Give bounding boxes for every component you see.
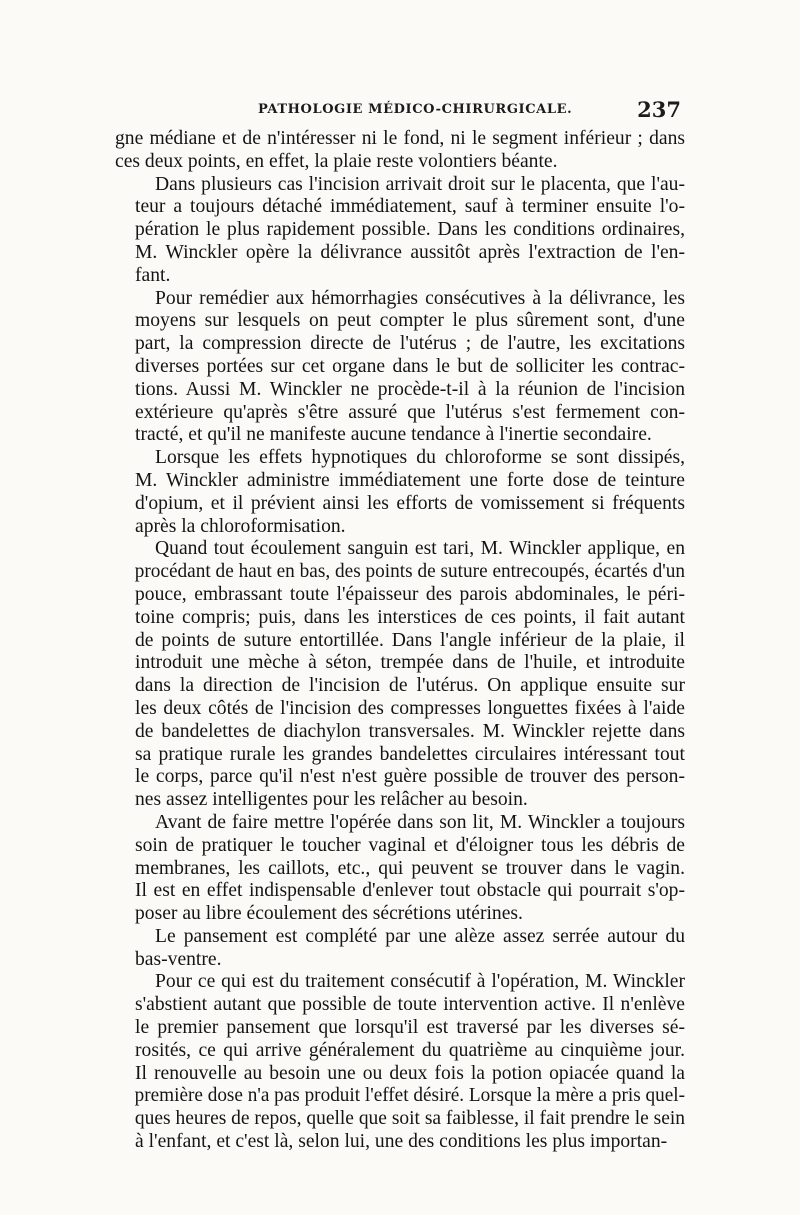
text-line: les deux côtés de l'incision des compresses longuettes fixées à l'aide — [135, 697, 685, 719]
text-line: tions. Aussi M. Winckler ne procède-t-il à la réunion de l'incision — [135, 378, 685, 400]
text-line: procédant de haut en bas, des points de suture entrecoupés, écartés d'un — [134, 561, 686, 583]
text-line: pouce, embrassant toute l'épaisseur des parois abdominales, le péri- — [135, 583, 685, 605]
text-line: fant. — [135, 264, 171, 286]
paragraph — [115, 812, 685, 926]
text-line: ces deux points, en effet, la plaie reste volontiers béante. — [115, 150, 558, 172]
paragraph — [115, 538, 685, 812]
text-line: poser au libre écoulement des sécrétions utérines. — [135, 903, 523, 925]
text-line: M. Winckler administre immédiatement une forte dose de teinture — [135, 469, 685, 491]
text-line: extérieure qu'après s'être assuré que l'utérus s'est fermement con- — [135, 401, 685, 423]
text-line: introduit une mèche à séton, trempée dans de l'huile, et introduite — [135, 652, 685, 674]
text-line: le corps, parce qu'il n'est n'est guère possible de trouver des person- — [135, 766, 685, 788]
text-line: de points de suture entortillée. Dans l'angle inférieur de la plaie, il — [135, 629, 685, 651]
text-line: de bandelettes de diachylon transversales. M. Winckler rejette dans — [135, 720, 685, 742]
text-line: Pour ce qui est du traitement consécutif à l'opération, M. Winckler — [155, 971, 685, 993]
text-line: tracté, et qu'il ne manifeste aucune tendance à l'inertie secondaire. — [135, 424, 652, 446]
page-number: 237 — [637, 97, 681, 122]
text-line: moyens sur lesquels on peut compter le plus sûrement sont, d'une — [135, 310, 685, 332]
text-line: d'opium, et il prévient ainsi les efforts de vomissement si fréquents — [135, 492, 685, 514]
text-line: première dose n'a pas produit l'effet désiré. Lorsque la mère a pris quel- — [134, 1085, 685, 1107]
text-line: Quand tout écoulement sanguin est tari, M. Winckler applique, en — [155, 538, 685, 560]
text-line: Lorsque les effets hypnotiques du chloroforme se sont dissipés, — [155, 447, 685, 469]
paragraph — [115, 447, 685, 538]
text-line: sa pratique rurale les grandes bandelettes circulaires intéressant tout — [135, 743, 685, 765]
text-line: ques heures de repos, quelle que soit sa faiblesse, il fait prendre le sein — [134, 1108, 685, 1130]
text-line: part, la compression directe de l'utérus ; de l'autre, les excitations — [135, 333, 685, 355]
text-line: nes assez intelligentes pour les relâcher au besoin. — [135, 789, 528, 811]
text-line: Pour remédier aux hémorrhagies consécutives à la délivrance, les — [155, 287, 685, 309]
paragraph — [115, 174, 685, 288]
text-line: gne médiane et de n'intéresser ni le fond, ni le segment inférieur ; dans — [115, 128, 685, 149]
paragraph — [115, 128, 685, 174]
page-header — [115, 98, 683, 124]
text-line: Le pansement est complété par une alèze assez serrée autour du — [155, 925, 685, 947]
text-line: membranes, les caillots, etc., qui peuvent se trouver dans le vagin. — [135, 857, 685, 879]
text-line: Il est en effet indispensable d'enlever tout obstacle qui pourrait s'op- — [135, 880, 685, 902]
body-text — [115, 128, 685, 1154]
text-line: Dans plusieurs cas l'incision arrivait droit sur le placenta, que l'au- — [155, 173, 685, 195]
text-line: dans la direction de l'incision de l'utérus. On applique ensuite sur — [135, 675, 685, 697]
text-line: pération le plus rapidement possible. Dans les conditions ordinaires, — [135, 219, 685, 241]
text-line: Avant de faire mettre l'opérée dans son lit, M. Winckler a toujours — [155, 811, 685, 833]
text-line: Il renouvelle au besoin une ou deux fois la potion opiacée quand la — [135, 1062, 685, 1084]
paragraph — [115, 971, 685, 1153]
text-line: teur a toujours détaché immédiatement, sauf à terminer ensuite l'o- — [135, 196, 685, 218]
text-line: diverses portées sur cet organe dans le but de solliciter les contrac- — [135, 355, 685, 377]
text-line: rosités, ce qui arrive généralement du quatrième au cinquième jour. — [135, 1039, 685, 1061]
text-line: le premier pansement que lorsqu'il est traversé par les diverses sé- — [135, 1017, 685, 1039]
running-title: PATHOLOGIE MÉDICO-CHIRURGICALE. — [258, 102, 573, 117]
text-line: toine compris; puis, dans les interstices de ces points, il fait autant — [135, 606, 685, 628]
text-line: s'abstient autant que possible de toute intervention active. Il n'enlève — [135, 994, 685, 1016]
text-line: M. Winckler opère la délivrance aussitôt après l'extraction de l'en- — [135, 241, 685, 263]
text-line: à l'enfant, et c'est là, selon lui, une des conditions les plus importan- — [135, 1131, 668, 1153]
paragraph — [115, 926, 685, 972]
text-line: bas-ventre. — [135, 948, 222, 970]
paragraph — [115, 288, 685, 448]
text-line: soin de pratiquer le toucher vaginal et d'éloigner tous les débris de — [135, 834, 685, 856]
text-line: après la chloroformisation. — [135, 515, 346, 537]
